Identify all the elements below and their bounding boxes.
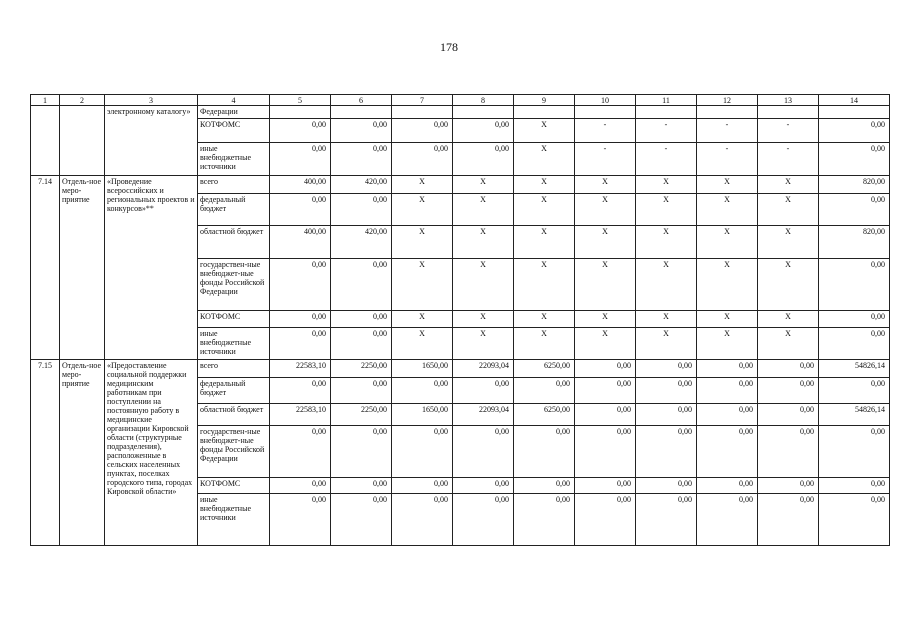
- value-cell: -: [636, 143, 697, 176]
- value-cell: X: [758, 259, 819, 311]
- item-name-cell: электронному каталогу»: [105, 106, 198, 176]
- column-number-cell: 10: [575, 95, 636, 106]
- value-cell: 400,00: [270, 226, 331, 259]
- column-number-cell: 6: [331, 95, 392, 106]
- value-cell: 0,00: [453, 494, 514, 546]
- value-cell: X: [514, 311, 575, 328]
- value-cell: 0,00: [270, 328, 331, 360]
- total-cell: 0,00: [819, 378, 890, 404]
- value-cell: 6250,00: [514, 404, 575, 426]
- value-cell: 0,00: [270, 143, 331, 176]
- item-index-cell: 7.14: [31, 176, 60, 360]
- value-cell: 0,00: [453, 378, 514, 404]
- value-cell: 0,00: [331, 194, 392, 226]
- value-cell: X: [758, 328, 819, 360]
- total-cell: 0,00: [819, 194, 890, 226]
- total-cell: 0,00: [819, 478, 890, 494]
- total-cell: 0,00: [819, 328, 890, 360]
- funding-source-cell: КОТФОМС: [198, 119, 270, 143]
- column-number-cell: 7: [392, 95, 453, 106]
- value-cell: X: [697, 328, 758, 360]
- value-cell: 0,00: [697, 478, 758, 494]
- column-number-cell: 13: [758, 95, 819, 106]
- table-row: [31, 176, 890, 194]
- budget-table: [30, 94, 890, 546]
- value-cell: 0,00: [331, 478, 392, 494]
- value-cell: 0,00: [697, 404, 758, 426]
- value-cell: 0,00: [331, 119, 392, 143]
- value-cell: X: [453, 194, 514, 226]
- column-number-cell: 14: [819, 95, 890, 106]
- value-cell: X: [453, 259, 514, 311]
- value-cell: 0,00: [392, 478, 453, 494]
- value-cell: 2250,00: [331, 404, 392, 426]
- value-cell: 1650,00: [392, 360, 453, 378]
- value-cell: X: [758, 226, 819, 259]
- value-cell: X: [514, 226, 575, 259]
- value-cell: 0,00: [270, 311, 331, 328]
- item-type-cell: [60, 106, 105, 176]
- value-cell: X: [575, 226, 636, 259]
- column-number-cell: 12: [697, 95, 758, 106]
- column-number-cell: 5: [270, 95, 331, 106]
- value-cell: 0,00: [453, 119, 514, 143]
- value-cell: 0,00: [453, 143, 514, 176]
- value-cell: 0,00: [575, 478, 636, 494]
- column-number-cell: 2: [60, 95, 105, 106]
- value-cell: 0,00: [270, 259, 331, 311]
- value-cell: X: [453, 328, 514, 360]
- value-cell: X: [758, 194, 819, 226]
- page-number: 178: [440, 40, 458, 54]
- value-cell: 0,00: [270, 378, 331, 404]
- value-cell: X: [392, 311, 453, 328]
- value-cell: 22583,10: [270, 360, 331, 378]
- value-cell: 0,00: [697, 494, 758, 546]
- table-row: [31, 360, 890, 378]
- value-cell: 0,00: [331, 311, 392, 328]
- value-cell: 0,00: [697, 426, 758, 478]
- funding-source-cell: государствен-ные внебюджет-ные фонды Российской Федерации: [198, 426, 270, 478]
- funding-source-cell: Федерации: [198, 106, 270, 119]
- value-cell: X: [697, 176, 758, 194]
- value-cell: 0,00: [514, 426, 575, 478]
- value-cell: 0,00: [331, 426, 392, 478]
- value-cell: X: [636, 328, 697, 360]
- column-number-cell: 4: [198, 95, 270, 106]
- funding-source-cell: областной бюджет: [198, 226, 270, 259]
- funding-source-cell: федеральный бюджет: [198, 378, 270, 404]
- value-cell: -: [697, 119, 758, 143]
- funding-source-cell: КОТФОМС: [198, 478, 270, 494]
- value-cell: 0,00: [636, 478, 697, 494]
- value-cell: X: [636, 259, 697, 311]
- total-cell: 0,00: [819, 494, 890, 546]
- funding-source-cell: иные внебюджетные источники: [198, 143, 270, 176]
- value-cell: 0,00: [514, 378, 575, 404]
- value-cell: 22093,04: [453, 404, 514, 426]
- total-cell: 54826,14: [819, 404, 890, 426]
- funding-source-cell: федеральный бюджет: [198, 194, 270, 226]
- value-cell: X: [453, 226, 514, 259]
- item-type-cell: Отдель-ное меро-приятие: [60, 176, 105, 360]
- value-cell: X: [575, 311, 636, 328]
- column-number-cell: 9: [514, 95, 575, 106]
- value-cell: -: [636, 119, 697, 143]
- value-cell: 0,00: [392, 426, 453, 478]
- value-cell: 0,00: [331, 259, 392, 311]
- value-cell: 0,00: [453, 478, 514, 494]
- value-cell: X: [392, 328, 453, 360]
- value-cell: 400,00: [270, 176, 331, 194]
- value-cell: X: [697, 194, 758, 226]
- funding-source-cell: иные внебюджетные источники: [198, 328, 270, 360]
- total-cell: 0,00: [819, 259, 890, 311]
- value-cell: 1650,00: [392, 404, 453, 426]
- value-cell: [331, 106, 392, 119]
- value-cell: X: [697, 226, 758, 259]
- value-cell: X: [575, 259, 636, 311]
- value-cell: 0,00: [392, 378, 453, 404]
- item-index-cell: [31, 106, 60, 176]
- value-cell: 0,00: [758, 494, 819, 546]
- value-cell: X: [392, 226, 453, 259]
- value-cell: 0,00: [636, 494, 697, 546]
- value-cell: [636, 106, 697, 119]
- value-cell: 0,00: [758, 426, 819, 478]
- value-cell: X: [514, 194, 575, 226]
- value-cell: 0,00: [575, 360, 636, 378]
- funding-source-cell: всего: [198, 176, 270, 194]
- value-cell: X: [575, 194, 636, 226]
- value-cell: 0,00: [575, 426, 636, 478]
- column-number-cell: 3: [105, 95, 198, 106]
- value-cell: 0,00: [758, 360, 819, 378]
- value-cell: X: [453, 176, 514, 194]
- value-cell: 0,00: [270, 494, 331, 546]
- value-cell: X: [575, 176, 636, 194]
- value-cell: X: [514, 119, 575, 143]
- value-cell: 0,00: [453, 426, 514, 478]
- value-cell: 0,00: [514, 478, 575, 494]
- value-cell: X: [636, 194, 697, 226]
- value-cell: 0,00: [758, 378, 819, 404]
- value-cell: 420,00: [331, 176, 392, 194]
- value-cell: [575, 106, 636, 119]
- value-cell: 0,00: [331, 143, 392, 176]
- value-cell: X: [453, 311, 514, 328]
- value-cell: 0,00: [270, 119, 331, 143]
- value-cell: X: [636, 311, 697, 328]
- value-cell: 0,00: [758, 478, 819, 494]
- value-cell: -: [575, 119, 636, 143]
- value-cell: 22093,04: [453, 360, 514, 378]
- item-type-cell: Отдель-ное меро-приятие: [60, 360, 105, 546]
- value-cell: -: [697, 143, 758, 176]
- value-cell: 0,00: [331, 328, 392, 360]
- column-number-cell: 1: [31, 95, 60, 106]
- value-cell: 0,00: [331, 378, 392, 404]
- funding-source-cell: государствен-ные внебюджет-ные фонды Российской Федерации: [198, 259, 270, 311]
- value-cell: [697, 106, 758, 119]
- funding-source-cell: КОТФОМС: [198, 311, 270, 328]
- total-cell: 820,00: [819, 226, 890, 259]
- funding-source-cell: иные внебюджетные источники: [198, 494, 270, 546]
- value-cell: 0,00: [270, 426, 331, 478]
- value-cell: [758, 106, 819, 119]
- item-index-cell: 7.15: [31, 360, 60, 546]
- value-cell: 0,00: [636, 426, 697, 478]
- value-cell: 0,00: [636, 378, 697, 404]
- item-name-cell: «Предоставление социальной поддержки медицинским работникам при поступлении на постоянную работу в медицинские организации Кировской области (структурные подразделения), расположенные в сельских населенных пунктах, поселках городского типа, городах Кировской области»: [105, 360, 198, 546]
- value-cell: [392, 106, 453, 119]
- value-cell: 0,00: [392, 494, 453, 546]
- value-cell: 22583,10: [270, 404, 331, 426]
- value-cell: X: [514, 176, 575, 194]
- value-cell: [270, 106, 331, 119]
- value-cell: X: [758, 311, 819, 328]
- value-cell: X: [636, 176, 697, 194]
- table-row: [31, 106, 890, 119]
- value-cell: 0,00: [270, 194, 331, 226]
- value-cell: 0,00: [331, 494, 392, 546]
- value-cell: -: [758, 119, 819, 143]
- value-cell: X: [514, 143, 575, 176]
- value-cell: 0,00: [636, 404, 697, 426]
- value-cell: 0,00: [697, 378, 758, 404]
- column-number-cell: 8: [453, 95, 514, 106]
- table-body: [31, 95, 890, 546]
- value-cell: 0,00: [636, 360, 697, 378]
- total-cell: 0,00: [819, 311, 890, 328]
- total-cell: 0,00: [819, 426, 890, 478]
- value-cell: 0,00: [392, 119, 453, 143]
- value-cell: X: [758, 176, 819, 194]
- value-cell: 0,00: [392, 143, 453, 176]
- total-cell: [819, 106, 890, 119]
- value-cell: 6250,00: [514, 360, 575, 378]
- value-cell: X: [392, 176, 453, 194]
- total-cell: 0,00: [819, 143, 890, 176]
- value-cell: 0,00: [270, 478, 331, 494]
- value-cell: 0,00: [514, 494, 575, 546]
- value-cell: 2250,00: [331, 360, 392, 378]
- value-cell: 420,00: [331, 226, 392, 259]
- funding-source-cell: всего: [198, 360, 270, 378]
- value-cell: 0,00: [758, 404, 819, 426]
- column-number-cell: 11: [636, 95, 697, 106]
- value-cell: [514, 106, 575, 119]
- value-cell: X: [575, 328, 636, 360]
- total-cell: 54826,14: [819, 360, 890, 378]
- item-name-cell: «Проведение всероссийских и региональных проектов и конкурсов»**: [105, 176, 198, 360]
- value-cell: X: [636, 226, 697, 259]
- value-cell: [453, 106, 514, 119]
- value-cell: 0,00: [575, 404, 636, 426]
- value-cell: -: [575, 143, 636, 176]
- value-cell: X: [392, 259, 453, 311]
- funding-source-cell: областной бюджет: [198, 404, 270, 426]
- column-number-row: [31, 95, 890, 106]
- value-cell: X: [697, 311, 758, 328]
- value-cell: X: [514, 259, 575, 311]
- value-cell: 0,00: [697, 360, 758, 378]
- total-cell: 820,00: [819, 176, 890, 194]
- total-cell: 0,00: [819, 119, 890, 143]
- value-cell: X: [392, 194, 453, 226]
- value-cell: 0,00: [575, 378, 636, 404]
- value-cell: -: [758, 143, 819, 176]
- value-cell: X: [697, 259, 758, 311]
- value-cell: X: [514, 328, 575, 360]
- value-cell: 0,00: [575, 494, 636, 546]
